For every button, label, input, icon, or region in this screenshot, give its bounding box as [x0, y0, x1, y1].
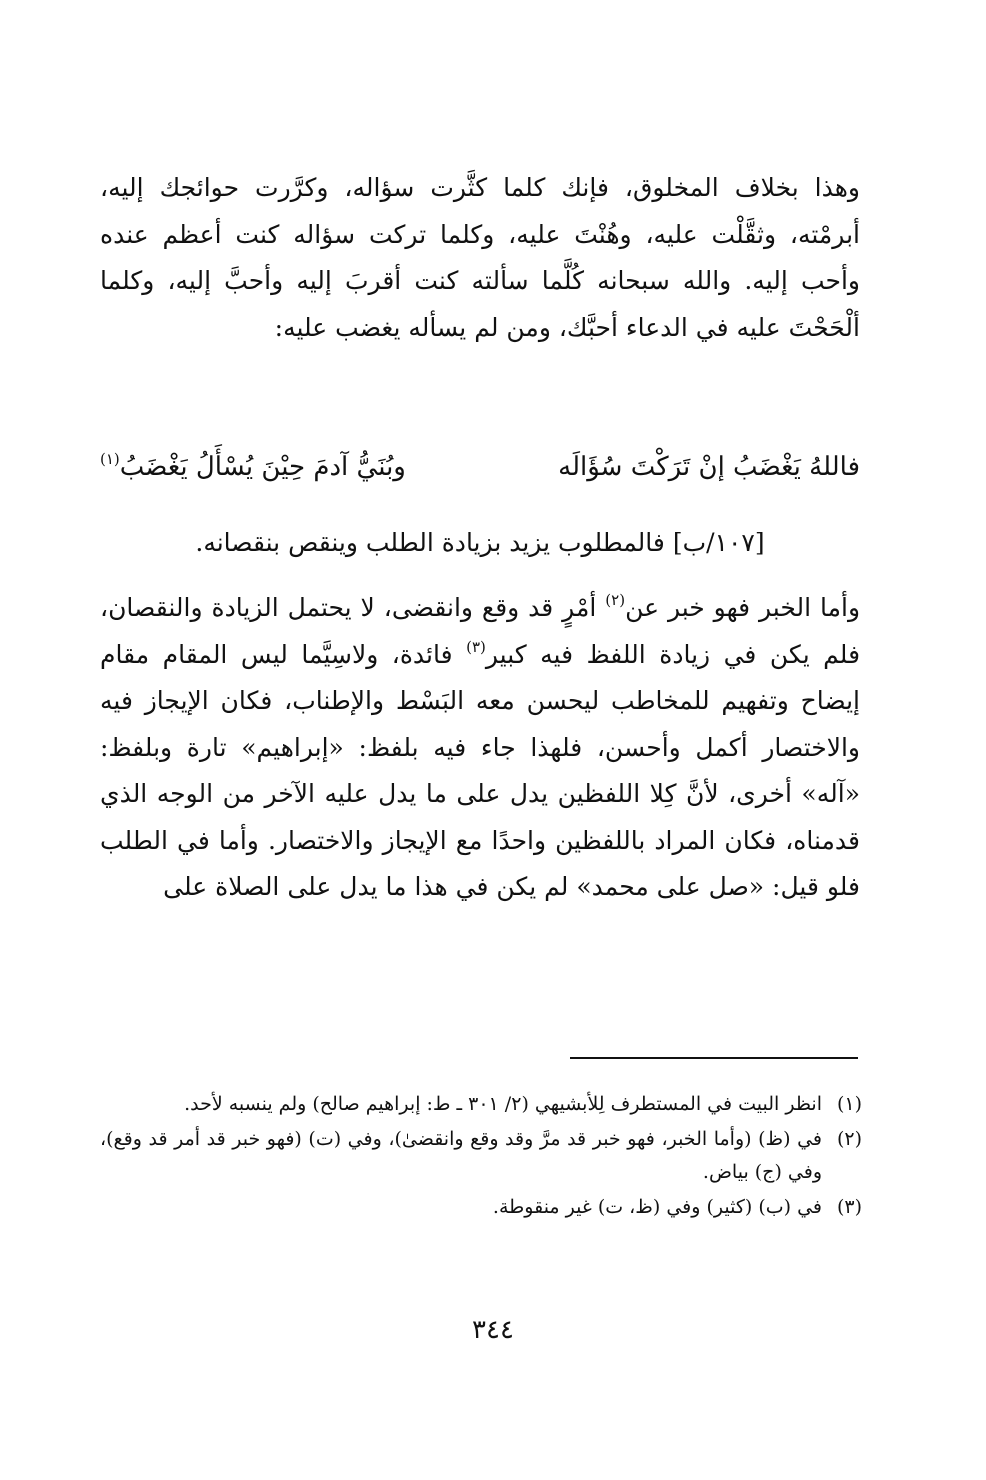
paragraph-1: وهذا بخلاف المخلوق، فإنك كلما كثَّرت سؤاله، وكرَّرت حوائجك إليه، أبرمْته، وثقَّلْت عليه، وهُنْتَ عليه، وكلما تركت سؤاله كنت أعظم عنده وأحب إليه. والله سبحانه كُلَّما سألته كنت أقربَ إليه وأحبَّ إليه، وكلما ألْحَحْتَ عليه في الدعاء أحبَّك، ومن لم يسأله يغضب عليه:: [100, 173, 860, 342]
footnote-text: في (ب) (كثير) وفي (ظ، ت) غير منقوطة.: [492, 1196, 822, 1218]
footnote-ref-1: (١): [100, 450, 120, 468]
paragraph-2-part-2: أمْرٍ قد وقع وانقضى، لا يحتمل الزيادة والنقصان، فلم يكن في زيادة اللفظ فيه كبير: [100, 593, 861, 669]
verse-second-hemistich-text: وبُنَيُّ آدمَ حِيْنَ يُسْأَلُ يَغْضَبُ: [119, 452, 406, 482]
paragraph-2: [100, 585, 860, 911]
verse-first-hemistich: فاللهُ يَغْضَبُ إنْ تَرَكْتَ سُؤَالَه: [558, 452, 860, 482]
footnote-separator: [570, 1057, 858, 1059]
centered-line: [100, 520, 860, 566]
footnote-1: [100, 1088, 862, 1121]
poetry-verse: [100, 442, 860, 492]
paragraph-2-part-3: فائدة، ولاسِيَّما ليس المقام مقام إيضاح وتفهيم للمخاطب ليحسن معه البَسْط والإطناب، فكان الإيجاز فيه والاختصار أكمل وأحسن، فلهذا جاء فيه بلفظ: «إبراهيم» تارة وبلفظ: «آله» أخرى، لأنَّ كِلا اللفظين يدل على ما يدل عليه الآخر من الوجه الذي قدمناه، فكان المراد باللفظين واحدًا مع الإيجاز والاختصار. وأما في الطلب فلو قيل: «صل على محمد» لم يكن في هذا ما يدل على الصلاة على: [100, 639, 860, 901]
centered-line-text: فالمطلوب يزيد بزيادة الطلب وينقص بنقصانه.: [195, 528, 665, 557]
footnote-text: انظر البيت في المستطرف لِلأبشيهي (٢/ ٣٠١ ـ ط: إبراهيم صالح) ولم ينسبه لأحد.: [184, 1093, 822, 1115]
footnotes: [100, 1088, 862, 1226]
footnote-ref-3: (٣): [466, 637, 486, 656]
footnote-3: [100, 1191, 862, 1224]
footnote-number: (١): [836, 1093, 862, 1115]
footnote-number: (٢): [836, 1128, 862, 1150]
footnote-2: [100, 1123, 862, 1189]
paragraph-2-part-1: وأما الخبر فهو خبر عن: [625, 593, 861, 622]
page-number: ٣٤٤: [472, 1315, 514, 1345]
verse-second-hemistich: [100, 442, 406, 492]
folio-marker: [١٠٧/ب]: [672, 528, 765, 557]
footnote-number: (٣): [836, 1196, 862, 1218]
footnote-text: في (ظ) (وأما الخبر، فهو خبر قد مرَّ وقد وقع وانقضىٰ)، وفي (ت) (فهو خبر قد أمر قد وقع)، وفي (ج) بياض.: [100, 1128, 822, 1183]
footnote-ref-2: (٢): [605, 591, 626, 609]
